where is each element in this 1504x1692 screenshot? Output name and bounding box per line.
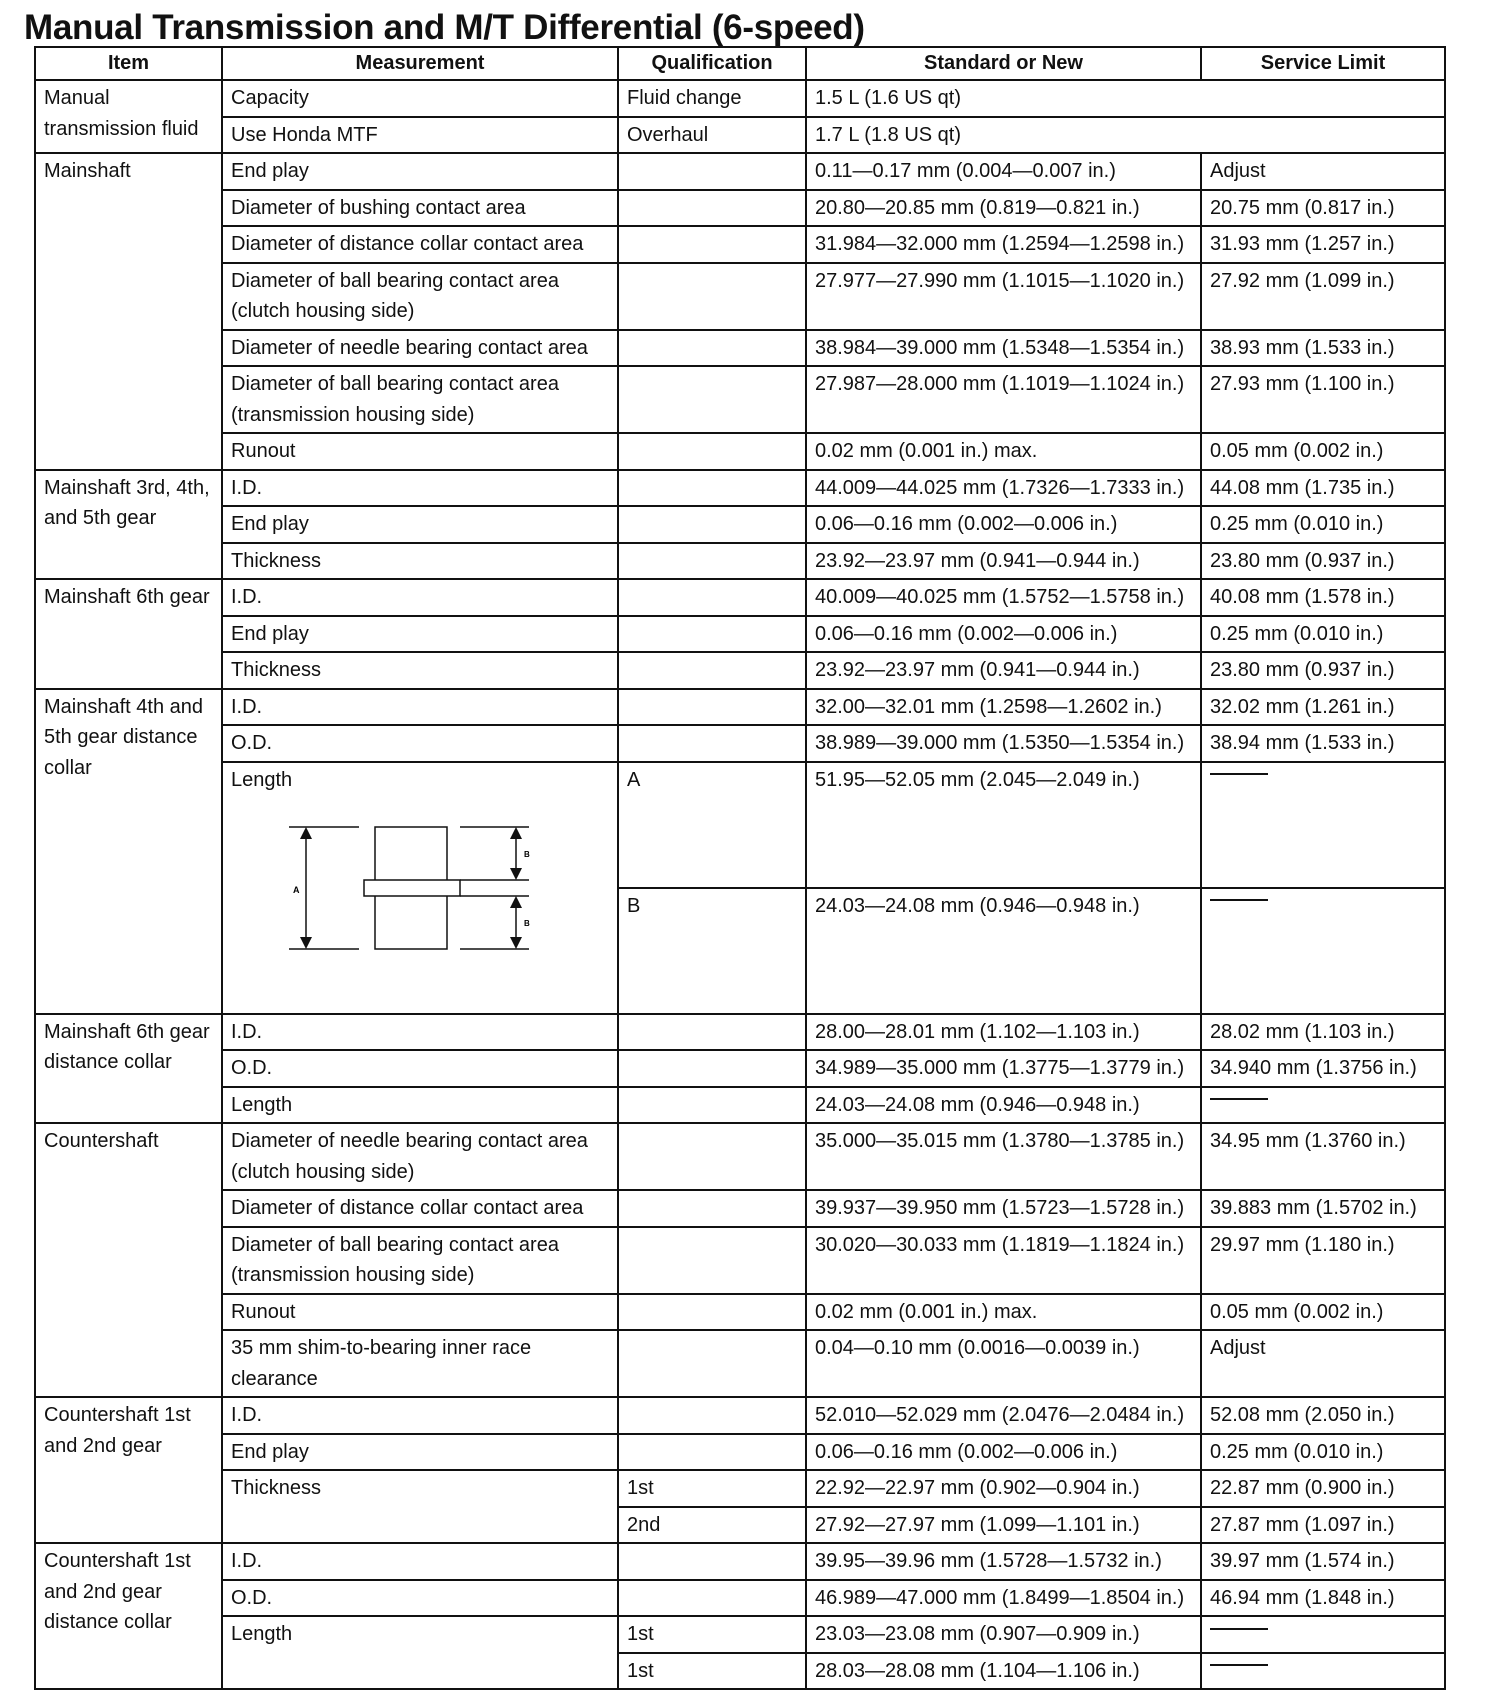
table-header-row xyxy=(35,47,1445,80)
service-limit-cell: 27.93 mm (1.100 in.) xyxy=(1201,366,1445,433)
standard-cell: 28.03—28.08 mm (1.104—1.106 in.) xyxy=(806,1653,1201,1690)
diagram-label-b-bottom: B xyxy=(524,919,530,928)
qualification-cell xyxy=(618,1434,806,1471)
service-limit-cell: 31.93 mm (1.257 in.) xyxy=(1201,226,1445,263)
qualification-cell xyxy=(618,153,806,190)
service-limit-cell: 39.97 mm (1.574 in.) xyxy=(1201,1543,1445,1580)
qualification-cell xyxy=(618,330,806,367)
table-row xyxy=(35,506,1445,543)
spec-table xyxy=(34,46,1446,1690)
table-row xyxy=(35,1397,1445,1434)
service-limit-cell: 34.940 mm (1.3756 in.) xyxy=(1201,1050,1445,1087)
table-body xyxy=(35,80,1445,1689)
measurement-cell: Thickness xyxy=(222,543,618,580)
standard-cell: 27.92—27.97 mm (1.099—1.101 in.) xyxy=(806,1507,1201,1544)
header-service-limit: Service Limit xyxy=(1201,47,1445,80)
qualification-cell xyxy=(618,366,806,433)
standard-cell: 23.03—23.08 mm (0.907—0.909 in.) xyxy=(806,1616,1201,1653)
table-row xyxy=(35,762,1445,888)
qualification-cell xyxy=(618,433,806,470)
standard-cell: 39.937—39.950 mm (1.5723—1.5728 in.) xyxy=(806,1190,1201,1227)
qualification-cell xyxy=(618,616,806,653)
qualification-cell xyxy=(618,190,806,227)
qualification-cell: Overhaul xyxy=(618,117,806,154)
service-limit-cell: 27.87 mm (1.097 in.) xyxy=(1201,1507,1445,1544)
table-row xyxy=(35,80,1445,117)
standard-cell: 40.009—40.025 mm (1.5752—1.5758 in.) xyxy=(806,579,1201,616)
qualification-cell: B xyxy=(618,888,806,1014)
standard-cell: 24.03—24.08 mm (0.946—0.948 in.) xyxy=(806,888,1201,1014)
standard-cell: 31.984—32.000 mm (1.2594—1.2598 in.) xyxy=(806,226,1201,263)
service-limit-cell: 0.05 mm (0.002 in.) xyxy=(1201,433,1445,470)
standard-cell: 46.989—47.000 mm (1.8499—1.8504 in.) xyxy=(806,1580,1201,1617)
header-item: Item xyxy=(35,47,222,80)
qualification-cell xyxy=(618,543,806,580)
standard-cell: 0.06—0.16 mm (0.002—0.006 in.) xyxy=(806,616,1201,653)
standard-cell: 27.987—28.000 mm (1.1019—1.1024 in.) xyxy=(806,366,1201,433)
service-limit-cell xyxy=(1201,762,1445,888)
qualification-cell xyxy=(618,725,806,762)
measurement-cell: Diameter of needle bearing contact area xyxy=(222,330,618,367)
not-applicable-dash xyxy=(1210,1664,1268,1666)
measurement-cell: Thickness xyxy=(222,652,618,689)
measurement-cell: Runout xyxy=(222,433,618,470)
measurement-cell: I.D. xyxy=(222,1397,618,1434)
qualification-cell xyxy=(618,1227,806,1294)
qualification-cell: A xyxy=(618,762,806,888)
qualification-cell xyxy=(618,689,806,726)
measurement-cell: O.D. xyxy=(222,725,618,762)
qualification-cell: 2nd xyxy=(618,1507,806,1544)
item-cell: Countershaft 1st and 2nd gear xyxy=(35,1397,222,1543)
standard-cell: 1.7 L (1.8 US qt) xyxy=(806,117,1445,154)
service-limit-cell: 38.93 mm (1.533 in.) xyxy=(1201,330,1445,367)
measurement-cell: Diameter of needle bearing contact area (clutch housing side) xyxy=(222,1123,618,1190)
diagram-label-b-top: B xyxy=(524,850,530,859)
item-cell: Mainshaft xyxy=(35,153,222,470)
qualification-cell xyxy=(618,1190,806,1227)
qualification-cell xyxy=(618,579,806,616)
service-limit-cell: 46.94 mm (1.848 in.) xyxy=(1201,1580,1445,1617)
measurement-cell: Thickness xyxy=(222,1470,618,1543)
standard-cell: 30.020—30.033 mm (1.1819—1.1824 in.) xyxy=(806,1227,1201,1294)
service-limit-cell: 0.25 mm (0.010 in.) xyxy=(1201,506,1445,543)
qualification-cell xyxy=(618,1123,806,1190)
service-limit-cell: 29.97 mm (1.180 in.) xyxy=(1201,1227,1445,1294)
standard-cell: 51.95—52.05 mm (2.045—2.049 in.) xyxy=(806,762,1201,888)
service-limit-cell: 38.94 mm (1.533 in.) xyxy=(1201,725,1445,762)
service-limit-cell: 39.883 mm (1.5702 in.) xyxy=(1201,1190,1445,1227)
standard-cell: 0.04—0.10 mm (0.0016—0.0039 in.) xyxy=(806,1330,1201,1397)
qualification-cell xyxy=(618,1050,806,1087)
standard-cell: 44.009—44.025 mm (1.7326—1.7333 in.) xyxy=(806,470,1201,507)
item-cell: Countershaft 1st and 2nd gear distance collar xyxy=(35,1543,222,1689)
standard-cell: 34.989—35.000 mm (1.3775—1.3779 in.) xyxy=(806,1050,1201,1087)
standard-cell: 52.010—52.029 mm (2.0476—2.0484 in.) xyxy=(806,1397,1201,1434)
table-row xyxy=(35,1294,1445,1331)
qualification-cell xyxy=(618,470,806,507)
service-limit-cell: 23.80 mm (0.937 in.) xyxy=(1201,652,1445,689)
measurement-cell: Use Honda MTF xyxy=(222,117,618,154)
measurement-cell: O.D. xyxy=(222,1050,618,1087)
measurement-cell: Length xyxy=(222,1087,618,1124)
service-limit-cell: 0.25 mm (0.010 in.) xyxy=(1201,616,1445,653)
table-row xyxy=(35,1123,1445,1190)
table-row xyxy=(35,330,1445,367)
table-row xyxy=(35,1330,1445,1397)
table-row xyxy=(35,1434,1445,1471)
item-cell: Mainshaft 6th gear xyxy=(35,579,222,689)
measurement-cell: End play xyxy=(222,1434,618,1471)
distance-collar-diagram xyxy=(289,821,559,971)
qualification-cell xyxy=(618,1580,806,1617)
measurement-cell: Capacity xyxy=(222,80,618,117)
service-limit-cell: 0.05 mm (0.002 in.) xyxy=(1201,1294,1445,1331)
service-limit-cell xyxy=(1201,888,1445,1014)
qualification-cell: Fluid change xyxy=(618,80,806,117)
qualification-cell xyxy=(618,263,806,330)
qualification-cell xyxy=(618,1294,806,1331)
table-row xyxy=(35,1190,1445,1227)
qualification-cell xyxy=(618,1397,806,1434)
table-row xyxy=(35,1616,1445,1653)
service-limit-cell: 27.92 mm (1.099 in.) xyxy=(1201,263,1445,330)
service-limit-cell xyxy=(1201,1653,1445,1690)
table-row xyxy=(35,1087,1445,1124)
service-limit-cell: 22.87 mm (0.900 in.) xyxy=(1201,1470,1445,1507)
table-row xyxy=(35,153,1445,190)
measurement-cell: I.D. xyxy=(222,470,618,507)
standard-cell: 1.5 L (1.6 US qt) xyxy=(806,80,1445,117)
measurement-label: Length xyxy=(231,768,293,791)
measurement-cell: I.D. xyxy=(222,689,618,726)
table-row xyxy=(35,616,1445,653)
qualification-cell xyxy=(618,1330,806,1397)
standard-cell: 38.984—39.000 mm (1.5348—1.5354 in.) xyxy=(806,330,1201,367)
service-limit-cell xyxy=(1201,1616,1445,1653)
table-row xyxy=(35,117,1445,154)
standard-cell: 0.06—0.16 mm (0.002—0.006 in.) xyxy=(806,506,1201,543)
service-limit-cell: 34.95 mm (1.3760 in.) xyxy=(1201,1123,1445,1190)
qualification-cell: 1st xyxy=(618,1616,806,1653)
service-limit-cell xyxy=(1201,1087,1445,1124)
measurement-cell: 35 mm shim-to-bearing inner race clearance xyxy=(222,1330,618,1397)
table-row xyxy=(35,190,1445,227)
service-limit-cell: 20.75 mm (0.817 in.) xyxy=(1201,190,1445,227)
header-standard: Standard or New xyxy=(806,47,1201,80)
standard-cell: 24.03—24.08 mm (0.946—0.948 in.) xyxy=(806,1087,1201,1124)
table-row xyxy=(35,1014,1445,1051)
item-cell: Mainshaft 4th and 5th gear distance collar xyxy=(35,689,222,1014)
table-row xyxy=(35,579,1445,616)
standard-cell: 38.989—39.000 mm (1.5350—1.5354 in.) xyxy=(806,725,1201,762)
service-limit-cell: Adjust xyxy=(1201,153,1445,190)
standard-cell: 23.92—23.97 mm (0.941—0.944 in.) xyxy=(806,543,1201,580)
table-row xyxy=(35,652,1445,689)
service-limit-cell: 0.25 mm (0.010 in.) xyxy=(1201,1434,1445,1471)
qualification-cell: 1st xyxy=(618,1653,806,1690)
item-cell: Countershaft xyxy=(35,1123,222,1397)
qualification-cell xyxy=(618,652,806,689)
service-limit-cell: 32.02 mm (1.261 in.) xyxy=(1201,689,1445,726)
table-row xyxy=(35,226,1445,263)
measurement-cell: Length xyxy=(222,1616,618,1689)
service-limit-cell: 44.08 mm (1.735 in.) xyxy=(1201,470,1445,507)
standard-cell: 0.02 mm (0.001 in.) max. xyxy=(806,433,1201,470)
qualification-cell xyxy=(618,506,806,543)
table-row xyxy=(35,470,1445,507)
table-row xyxy=(35,433,1445,470)
standard-cell: 0.02 mm (0.001 in.) max. xyxy=(806,1294,1201,1331)
measurement-cell: End play xyxy=(222,506,618,543)
qualification-cell xyxy=(618,1087,806,1124)
measurement-cell: Diameter of ball bearing contact area (clutch housing side) xyxy=(222,263,618,330)
standard-cell: 0.11—0.17 mm (0.004—0.007 in.) xyxy=(806,153,1201,190)
not-applicable-dash xyxy=(1210,899,1268,901)
measurement-cell: I.D. xyxy=(222,579,618,616)
measurement-cell: Runout xyxy=(222,1294,618,1331)
measurement-cell: End play xyxy=(222,153,618,190)
table-row xyxy=(35,1470,1445,1507)
standard-cell: 0.06—0.16 mm (0.002—0.006 in.) xyxy=(806,1434,1201,1471)
table-row xyxy=(35,1227,1445,1294)
standard-cell: 20.80—20.85 mm (0.819—0.821 in.) xyxy=(806,190,1201,227)
qualification-cell xyxy=(618,1014,806,1051)
service-limit-cell: 52.08 mm (2.050 in.) xyxy=(1201,1397,1445,1434)
qualification-cell xyxy=(618,1543,806,1580)
header-qualification: Qualification xyxy=(618,47,806,80)
measurement-cell: O.D. xyxy=(222,1580,618,1617)
measurement-cell xyxy=(222,762,618,1014)
standard-cell: 22.92—22.97 mm (0.902—0.904 in.) xyxy=(806,1470,1201,1507)
qualification-cell: 1st xyxy=(618,1470,806,1507)
service-limit-cell: 23.80 mm (0.937 in.) xyxy=(1201,543,1445,580)
table-row xyxy=(35,725,1445,762)
standard-cell: 28.00—28.01 mm (1.102—1.103 in.) xyxy=(806,1014,1201,1051)
qualification-cell xyxy=(618,226,806,263)
page-title: Manual Transmission and M/T Differential (6-speed) xyxy=(24,8,865,47)
item-cell: Mainshaft 3rd, 4th, and 5th gear xyxy=(35,470,222,580)
header-measurement: Measurement xyxy=(222,47,618,80)
table-row xyxy=(35,263,1445,330)
diagram-label-a: A xyxy=(293,885,300,895)
table-row xyxy=(35,1580,1445,1617)
measurement-cell: Diameter of bushing contact area xyxy=(222,190,618,227)
service-limit-cell: Adjust xyxy=(1201,1330,1445,1397)
table-row xyxy=(35,1050,1445,1087)
standard-cell: 27.977—27.990 mm (1.1015—1.1020 in.) xyxy=(806,263,1201,330)
table-row xyxy=(35,366,1445,433)
table-row xyxy=(35,543,1445,580)
service-limit-cell: 40.08 mm (1.578 in.) xyxy=(1201,579,1445,616)
measurement-cell: I.D. xyxy=(222,1014,618,1051)
standard-cell: 35.000—35.015 mm (1.3780—1.3785 in.) xyxy=(806,1123,1201,1190)
standard-cell: 23.92—23.97 mm (0.941—0.944 in.) xyxy=(806,652,1201,689)
measurement-cell: Diameter of distance collar contact area xyxy=(222,226,618,263)
not-applicable-dash xyxy=(1210,773,1268,775)
item-cell: Manual transmission fluid xyxy=(35,80,222,153)
measurement-cell: End play xyxy=(222,616,618,653)
table-row xyxy=(35,689,1445,726)
measurement-cell: I.D. xyxy=(222,1543,618,1580)
measurement-cell: Diameter of distance collar contact area xyxy=(222,1190,618,1227)
table-row xyxy=(35,1543,1445,1580)
standard-cell: 32.00—32.01 mm (1.2598—1.2602 in.) xyxy=(806,689,1201,726)
standard-cell: 39.95—39.96 mm (1.5728—1.5732 in.) xyxy=(806,1543,1201,1580)
not-applicable-dash xyxy=(1210,1098,1268,1100)
measurement-cell: Diameter of ball bearing contact area (transmission housing side) xyxy=(222,366,618,433)
measurement-cell: Diameter of ball bearing contact area (transmission housing side) xyxy=(222,1227,618,1294)
service-limit-cell: 28.02 mm (1.103 in.) xyxy=(1201,1014,1445,1051)
item-cell: Mainshaft 6th gear distance collar xyxy=(35,1014,222,1124)
not-applicable-dash xyxy=(1210,1628,1268,1630)
